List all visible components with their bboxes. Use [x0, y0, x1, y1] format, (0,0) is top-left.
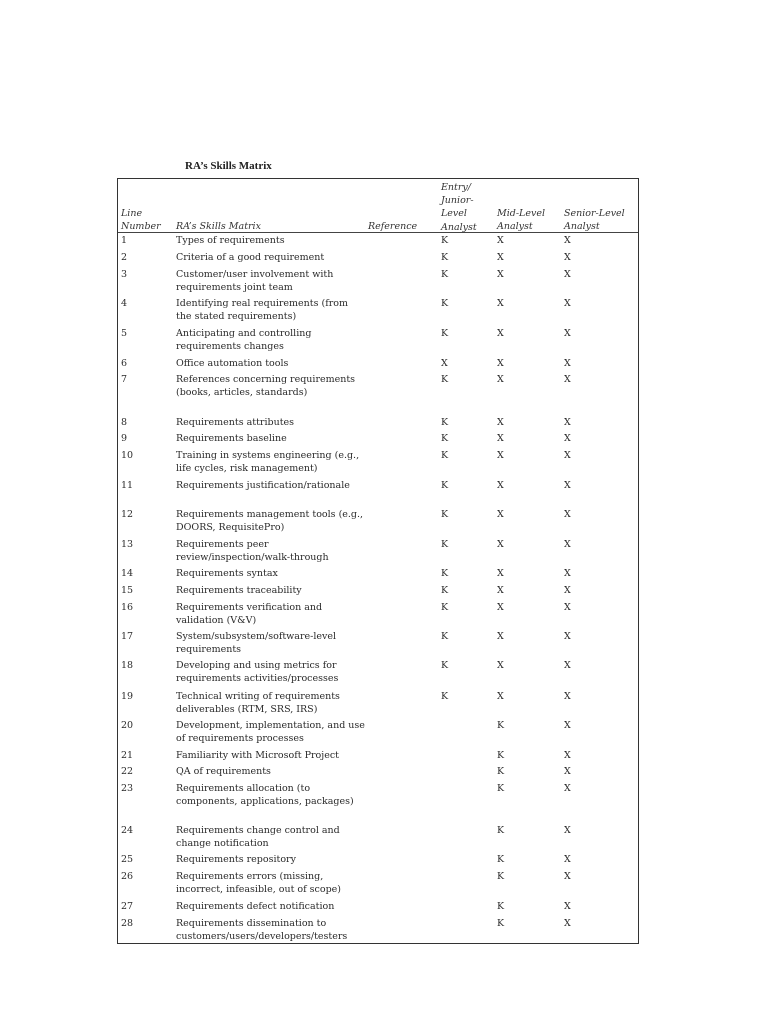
entry-level-cell: K	[441, 450, 449, 461]
line-number: 28	[121, 918, 134, 929]
skill-name: QA of requirements	[176, 766, 271, 777]
skill-name: Identifying real requirements (from the stated requirements)	[176, 298, 348, 323]
entry-level-cell: K	[441, 269, 449, 280]
skill-name: Anticipating and controlling requirements changes	[176, 328, 312, 353]
skill-name: Office automation tools	[176, 358, 289, 369]
entry-level-cell: K	[441, 631, 449, 642]
line-number: 24	[121, 825, 134, 836]
entry-level-cell: K	[441, 328, 449, 339]
line-number: 21	[121, 750, 134, 761]
skill-name: Requirements defect notification	[176, 901, 335, 912]
senior-level-cell: X	[564, 871, 571, 882]
senior-level-cell: X	[564, 854, 571, 865]
entry-level-cell: K	[441, 568, 449, 579]
senior-level-cell: X	[564, 235, 571, 246]
senior-level-cell: X	[564, 720, 571, 731]
line-number: 5	[121, 328, 128, 339]
line-number: 10	[121, 450, 134, 461]
line-number: 12	[121, 509, 134, 520]
senior-level-cell: X	[564, 450, 571, 461]
skill-name: Requirements dissemination to customers/users/developers/testers	[176, 918, 348, 943]
senior-level-cell: X	[564, 766, 571, 777]
senior-level-cell: X	[564, 585, 571, 596]
skill-name: Requirements verification and validation (V&V)	[176, 602, 323, 627]
mid-level-cell: X	[497, 539, 504, 550]
line-number: 1	[121, 235, 128, 246]
senior-level-cell: X	[564, 750, 571, 761]
line-number: 17	[121, 631, 134, 642]
line-number: 20	[121, 720, 134, 731]
header-mid-level: Mid-Level Analyst	[497, 208, 546, 233]
mid-level-cell: X	[497, 235, 504, 246]
senior-level-cell: X	[564, 568, 571, 579]
skill-name: Criteria of a good requirement	[176, 252, 325, 263]
senior-level-cell: X	[564, 918, 571, 929]
line-number: 7	[121, 374, 128, 385]
entry-level-cell: K	[441, 298, 449, 309]
line-number: 26	[121, 871, 134, 882]
skill-name: Developing and using metrics for requirements activities/processes	[176, 660, 339, 685]
skill-name: Familiarity with Microsoft Project	[176, 750, 339, 761]
entry-level-cell: K	[441, 539, 449, 550]
line-number: 6	[121, 358, 128, 369]
mid-level-cell: X	[497, 252, 504, 263]
entry-level-cell: K	[441, 509, 449, 520]
entry-level-cell: K	[441, 252, 449, 263]
senior-level-cell: X	[564, 298, 571, 309]
mid-level-cell: K	[497, 766, 505, 777]
senior-level-cell: X	[564, 433, 571, 444]
mid-level-cell: X	[497, 691, 504, 702]
mid-level-cell: K	[497, 871, 505, 882]
mid-level-cell: K	[497, 854, 505, 865]
mid-level-cell: K	[497, 783, 505, 794]
line-number: 22	[121, 766, 134, 777]
mid-level-cell: X	[497, 298, 504, 309]
line-number: 2	[121, 252, 128, 263]
skills-matrix-table	[117, 178, 639, 944]
line-number: 9	[121, 433, 128, 444]
line-number: 23	[121, 783, 134, 794]
senior-level-cell: X	[564, 631, 571, 642]
skill-name: Training in systems engineering (e.g., life cycles, risk management)	[176, 450, 360, 475]
senior-level-cell: X	[564, 539, 571, 550]
line-number: 19	[121, 691, 134, 702]
senior-level-cell: X	[564, 328, 571, 339]
line-number: 18	[121, 660, 134, 671]
mid-level-cell: K	[497, 720, 505, 731]
skill-name: Customer/user involvement with requirements joint team	[176, 269, 334, 294]
skill-name: Requirements justification/rationale	[176, 480, 350, 491]
entry-level-cell: X	[441, 358, 448, 369]
mid-level-cell: X	[497, 450, 504, 461]
line-number: 14	[121, 568, 134, 579]
header-entry-level: Entry/ Junior- Level Analyst	[441, 182, 477, 233]
senior-level-cell: X	[564, 901, 571, 912]
table-caption: RA’s Skills Matrix	[185, 160, 272, 172]
skill-name: Requirements change control and change notification	[176, 825, 340, 850]
mid-level-cell: X	[497, 417, 504, 428]
senior-level-cell: X	[564, 825, 571, 836]
mid-level-cell: X	[497, 433, 504, 444]
entry-level-cell: K	[441, 433, 449, 444]
header-reference: Reference	[368, 221, 418, 232]
mid-level-cell: X	[497, 568, 504, 579]
senior-level-cell: X	[564, 660, 571, 671]
senior-level-cell: X	[564, 374, 571, 385]
entry-level-cell: K	[441, 235, 449, 246]
mid-level-cell: X	[497, 358, 504, 369]
skill-name: Development, implementation, and use of requirements processes	[176, 720, 365, 745]
mid-level-cell: X	[497, 269, 504, 280]
skill-name: Requirements syntax	[176, 568, 278, 579]
line-number: 15	[121, 585, 134, 596]
entry-level-cell: K	[441, 660, 449, 671]
skill-name: Types of requirements	[176, 235, 285, 246]
skill-name: Requirements peer review/inspection/walk-through	[176, 539, 329, 564]
mid-level-cell: X	[497, 602, 504, 613]
skill-name: References concerning requirements (books, articles, standards)	[176, 374, 356, 399]
skill-name: Requirements errors (missing, incorrect, infeasible, out of scope)	[176, 871, 341, 896]
mid-level-cell: K	[497, 750, 505, 761]
senior-level-cell: X	[564, 252, 571, 263]
header-skill: RA’s Skills Matrix	[176, 221, 261, 232]
header-senior-level: Senior-Level Analyst	[564, 208, 625, 233]
skill-name: Requirements allocation (to components, applications, packages)	[176, 783, 354, 808]
line-number: 4	[121, 298, 128, 309]
mid-level-cell: X	[497, 509, 504, 520]
mid-level-cell: X	[497, 585, 504, 596]
line-number: 27	[121, 901, 134, 912]
senior-level-cell: X	[564, 269, 571, 280]
skill-name: System/subsystem/software-level requirements	[176, 631, 337, 656]
entry-level-cell: K	[441, 691, 449, 702]
mid-level-cell: X	[497, 660, 504, 671]
skill-name: Requirements attributes	[176, 417, 295, 428]
line-number: 16	[121, 602, 134, 613]
mid-level-cell: X	[497, 631, 504, 642]
senior-level-cell: X	[564, 358, 571, 369]
senior-level-cell: X	[564, 509, 571, 520]
entry-level-cell: K	[441, 480, 449, 491]
skill-name: Requirements management tools (e.g., DOORS, RequisitePro)	[176, 509, 364, 534]
senior-level-cell: X	[564, 417, 571, 428]
line-number: 11	[121, 480, 134, 491]
skill-name: Technical writing of requirements deliverables (RTM, SRS, IRS)	[176, 691, 340, 716]
mid-level-cell: X	[497, 480, 504, 491]
senior-level-cell: X	[564, 480, 571, 491]
skill-name: Requirements baseline	[176, 433, 287, 444]
line-number: 3	[121, 269, 128, 280]
skill-name: Requirements traceability	[176, 585, 302, 596]
senior-level-cell: X	[564, 691, 571, 702]
mid-level-cell: K	[497, 901, 505, 912]
line-number: 13	[121, 539, 134, 550]
mid-level-cell: X	[497, 328, 504, 339]
senior-level-cell: X	[564, 602, 571, 613]
entry-level-cell: K	[441, 585, 449, 596]
entry-level-cell: K	[441, 602, 449, 613]
mid-level-cell: K	[497, 918, 505, 929]
header-line-number: Line Number	[121, 208, 161, 233]
entry-level-cell: K	[441, 374, 449, 385]
mid-level-cell: X	[497, 374, 504, 385]
line-number: 25	[121, 854, 134, 865]
skill-name: Requirements repository	[176, 854, 296, 865]
senior-level-cell: X	[564, 783, 571, 794]
mid-level-cell: K	[497, 825, 505, 836]
header-divider	[118, 232, 638, 233]
entry-level-cell: K	[441, 417, 449, 428]
line-number: 8	[121, 417, 128, 428]
